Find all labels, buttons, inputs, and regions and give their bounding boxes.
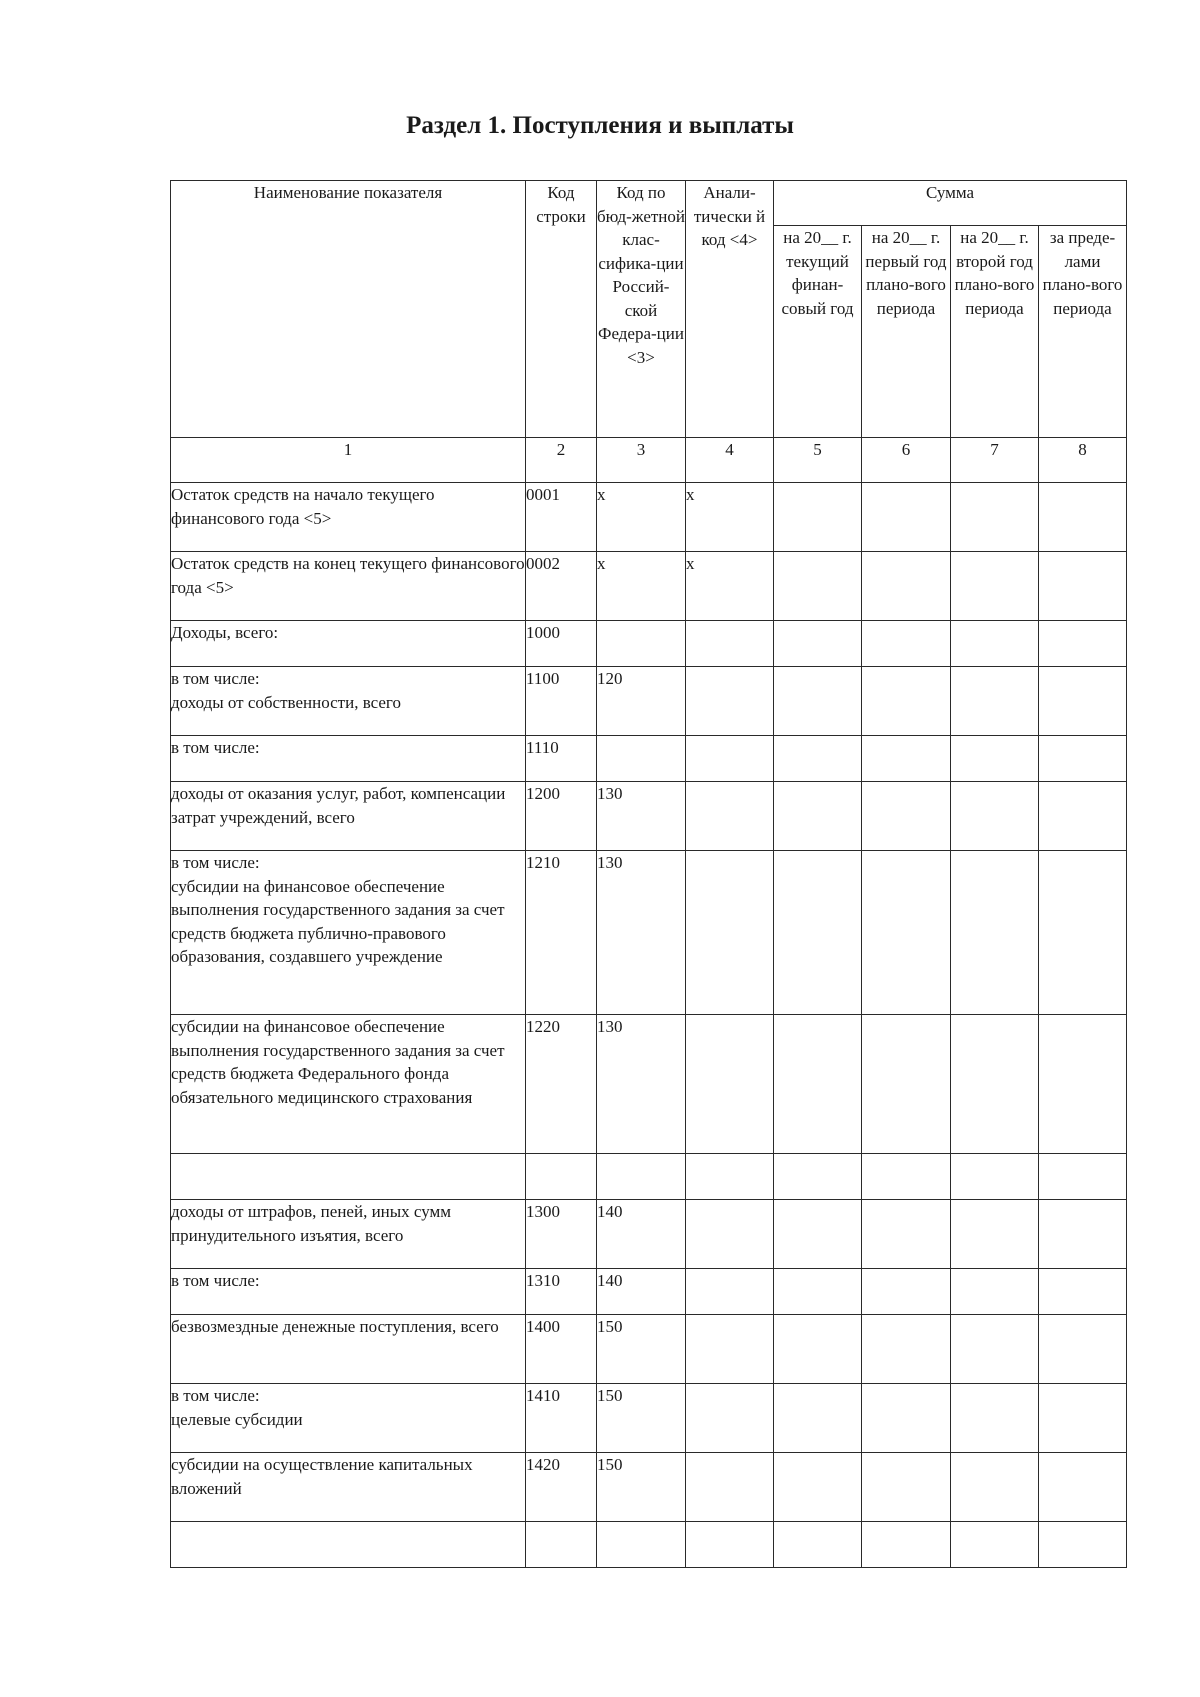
analytic-code-cell [686,1269,774,1315]
sum-cell [774,667,862,736]
budget-code-cell: 150 [597,1453,686,1522]
line-code-cell: 1400 [526,1315,597,1384]
sum-cell [1039,1453,1127,1522]
budget-code-cell [597,621,686,667]
analytic-code-cell [686,1154,774,1200]
table-row [171,736,1127,782]
budget-code-cell [597,1522,686,1568]
sum-cell [951,667,1039,736]
sum-cell [951,1522,1039,1568]
column-number: 6 [862,438,951,483]
sum-cell [1039,1315,1127,1384]
sum-cell [1039,1269,1127,1315]
section-title: Раздел 1. Поступления и выплаты [406,112,794,139]
sum-cell [951,1384,1039,1453]
analytic-code-cell [686,1315,774,1384]
sum-cell [951,782,1039,851]
indicator-name-cell: Остаток средств на конец текущего финансового года <5> [171,552,526,621]
sum-cell [862,1315,951,1384]
table-row [171,621,1127,667]
line-code-cell: 1420 [526,1453,597,1522]
table-row [171,1154,1127,1200]
table-row [171,1269,1127,1315]
sum-cell [774,1200,862,1269]
indicator-name-cell: субсидии на осуществление капитальных вложений [171,1453,526,1522]
budget-code-cell: 130 [597,851,686,1015]
header-sum: Сумма [774,181,1127,226]
table-row [171,1522,1127,1568]
sum-cell [951,851,1039,1015]
indicator-name-cell: доходы от оказания услуг, работ, компенсации затрат учреждений, всего [171,782,526,851]
analytic-code-cell [686,1200,774,1269]
sum-cell [862,1200,951,1269]
sum-cell [951,483,1039,552]
sum-cell [862,667,951,736]
sum-cell [862,782,951,851]
header-name: Наименование показателя [171,181,526,438]
sum-cell [951,1200,1039,1269]
sum-cell [862,1269,951,1315]
budget-code-cell: x [597,552,686,621]
receipts-payments-table [170,180,1127,1568]
line-code-cell: 0002 [526,552,597,621]
indicator-name-cell: субсидии на финансовое обеспечение выполнения государственного задания за счет средств бюджета Федерального фонда обязательного медицинского страхования [171,1015,526,1154]
sum-cell [862,1522,951,1568]
sum-cell [951,1315,1039,1384]
sum-cell [1039,1384,1127,1453]
sum-cell [774,552,862,621]
line-code-cell: 1220 [526,1015,597,1154]
sum-cell [774,1453,862,1522]
indicator-name-cell [171,1522,526,1568]
budget-code-cell: 140 [597,1200,686,1269]
table-row [171,1015,1127,1154]
indicator-name-cell: в том числе: [171,1269,526,1315]
column-number: 4 [686,438,774,483]
indicator-name-cell: доходы от штрафов, пеней, иных сумм принудительного изъятия, всего [171,1200,526,1269]
line-code-cell: 1100 [526,667,597,736]
column-number: 2 [526,438,597,483]
sum-cell [774,1154,862,1200]
sum-cell [1039,1522,1127,1568]
sum-cell [1039,667,1127,736]
budget-code-cell: 130 [597,1015,686,1154]
column-numbers-row [171,438,1127,483]
line-code-cell: 0001 [526,483,597,552]
header-sum-first-plan-year: на 20__ г. первый год плано-вого периода [862,226,951,438]
sum-cell [1039,1200,1127,1269]
line-code-cell [526,1154,597,1200]
indicator-name-cell: Доходы, всего: [171,621,526,667]
column-number: 3 [597,438,686,483]
sum-cell [862,736,951,782]
analytic-code-cell [686,621,774,667]
line-code-cell: 1000 [526,621,597,667]
sum-cell [862,621,951,667]
sum-cell [951,1154,1039,1200]
line-code-cell: 1200 [526,782,597,851]
sum-cell [862,1384,951,1453]
analytic-code-cell [686,1453,774,1522]
budget-code-cell: 150 [597,1384,686,1453]
indicator-name-cell: безвозмездные денежные поступления, всего [171,1315,526,1384]
indicator-name-cell: в том числе: субсидии на финансовое обеспечение выполнения государственного задания за счет средств бюджета публично-правового образования, создавшего учреждение [171,851,526,1015]
sum-cell [1039,483,1127,552]
sum-cell [774,1269,862,1315]
sum-cell [862,1453,951,1522]
line-code-cell: 1210 [526,851,597,1015]
sum-cell [1039,552,1127,621]
analytic-code-cell [686,782,774,851]
sum-cell [774,1315,862,1384]
header-line-code: Код строки [526,181,597,438]
line-code-cell [526,1522,597,1568]
table-row [171,1453,1127,1522]
budget-code-cell: 140 [597,1269,686,1315]
sum-cell [951,621,1039,667]
indicator-name-cell [171,1154,526,1200]
line-code-cell: 1110 [526,736,597,782]
sum-cell [774,483,862,552]
table-row [171,1200,1127,1269]
indicator-name-cell: в том числе: [171,736,526,782]
analytic-code-cell [686,1384,774,1453]
budget-code-cell [597,736,686,782]
analytic-code-cell: x [686,552,774,621]
budget-code-cell: 120 [597,667,686,736]
sum-cell [774,621,862,667]
sum-cell [862,483,951,552]
sum-cell [1039,782,1127,851]
header-sum-beyond-plan: за преде-лами плано-вого периода [1039,226,1127,438]
sum-cell [774,736,862,782]
table-row [171,483,1127,552]
header-sum-current-year: на 20__ г. текущий финан-совый год [774,226,862,438]
column-number: 5 [774,438,862,483]
sum-cell [1039,1015,1127,1154]
analytic-code-cell [686,736,774,782]
sum-cell [951,736,1039,782]
table-row [171,1384,1127,1453]
sum-cell [951,1453,1039,1522]
line-code-cell: 1410 [526,1384,597,1453]
sum-cell [951,552,1039,621]
sum-cell [1039,851,1127,1015]
budget-code-cell: 150 [597,1315,686,1384]
budget-code-cell [597,1154,686,1200]
sum-cell [1039,736,1127,782]
indicator-name-cell: в том числе: доходы от собственности, всего [171,667,526,736]
sum-cell [951,1269,1039,1315]
budget-code-cell: x [597,483,686,552]
line-code-cell: 1300 [526,1200,597,1269]
sum-cell [862,1015,951,1154]
column-number: 1 [171,438,526,483]
column-number: 7 [951,438,1039,483]
sum-cell [774,851,862,1015]
analytic-code-cell [686,1015,774,1154]
indicator-name-cell: в том числе: целевые субсидии [171,1384,526,1453]
sum-cell [862,851,951,1015]
analytic-code-cell [686,1522,774,1568]
sum-cell [1039,1154,1127,1200]
table-row [171,667,1127,736]
analytic-code-cell [686,851,774,1015]
table-row [171,1315,1127,1384]
sum-cell [951,1015,1039,1154]
sum-cell [774,782,862,851]
analytic-code-cell [686,667,774,736]
budget-code-cell: 130 [597,782,686,851]
sum-cell [774,1384,862,1453]
header-sum-second-plan-year: на 20__ г. второй год плано-вого периода [951,226,1039,438]
sum-cell [862,552,951,621]
table-row [171,782,1127,851]
sum-cell [862,1154,951,1200]
header-budget-code: Код по бюд-жетной клас-сифика-ции Россий-ской Федера-ции <3> [597,181,686,438]
analytic-code-cell: x [686,483,774,552]
sum-cell [774,1522,862,1568]
indicator-name-cell: Остаток средств на начало текущего финансового года <5> [171,483,526,552]
table-row [171,552,1127,621]
header-analytic-code: Анали-тически й код <4> [686,181,774,438]
sum-cell [774,1015,862,1154]
sum-cell [1039,621,1127,667]
line-code-cell: 1310 [526,1269,597,1315]
table-row [171,851,1127,1015]
column-number: 8 [1039,438,1127,483]
